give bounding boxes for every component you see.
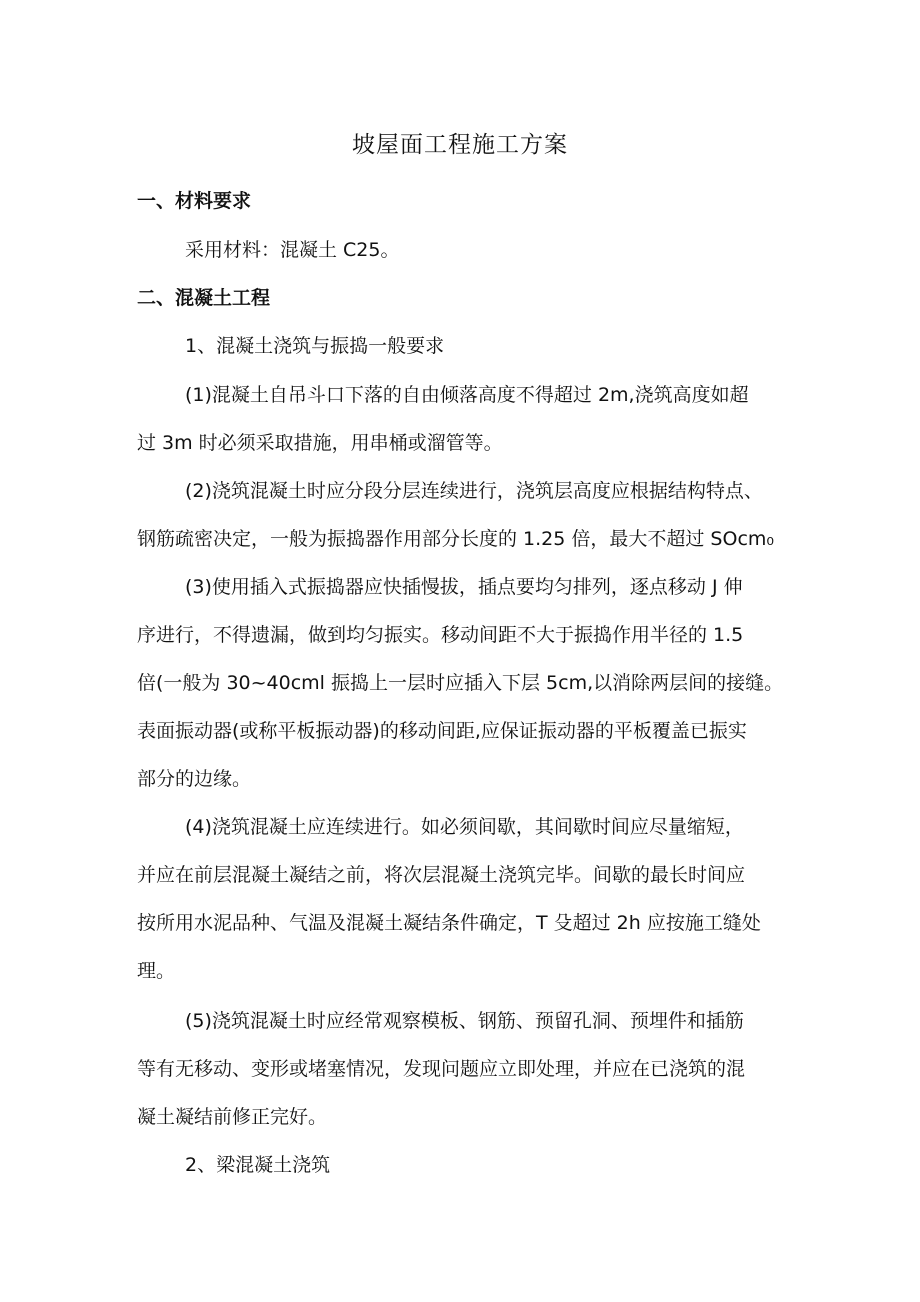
paragraph-material: 采用材料：混凝土 C25。 [185,239,400,261]
subsection-heading-1: 1、混凝土浇筑与振捣一般要求 [185,335,445,357]
paragraph-3-line-5: 部分的边缘。 [137,768,252,790]
document-title: 坡屋面工程施工方案 [352,132,568,158]
paragraph-4-line-1: (4)浇筑混凝土应连续进行。如必须间歇，其间歇时间应尽量缩短， [185,816,744,838]
paragraph-4-line-2: 并应在前层混凝土凝结之前，将次层混凝土浇筑完毕。间歇的最长时间应 [137,864,746,886]
paragraph-2-line-2: 钢筋疏密决定，一般为振捣器作用部分长度的 1.25 倍，最大不超过 SOcm₀ [137,528,775,550]
paragraph-1-line-1: (1)混凝土自吊斗口下落的自由倾落高度不得超过 2m,浇筑高度如超 [185,384,749,406]
section-heading-materials: 一、材料要求 [137,190,252,212]
paragraph-3-line-3: 倍(一般为 30~40cml 振捣上一层时应插入下层 5cm,以消除两层间的接缝。 [137,672,784,694]
paragraph-3-line-4: 表面振动器(或称平板振动器)的移动间距,应保证振动器的平板覆盖已振实 [137,720,747,742]
subsection-heading-2: 2、梁混凝土浇筑 [185,1154,331,1176]
paragraph-3-line-1: (3)使用插入式振捣器应快插慢拔，插点要均匀排列，逐点移动 J 伸 [185,576,743,598]
paragraph-1-line-2: 过 3m 时必须采取措施，用串桶或溜管等。 [137,432,503,454]
paragraph-5-line-1: (5)浇筑混凝土时应经常观察模板、钢筋、预留孔洞、预埋件和插筋 [185,1010,744,1032]
paragraph-4-line-3: 按所用水泥品种、气温及混凝土凝结条件确定，T 殳超过 2h 应按施工缝处 [137,912,761,934]
paragraph-4-line-4: 理。 [137,960,176,982]
paragraph-5-line-2: 等有无移动、变形或堵塞情况，发现问题应立即处理，并应在已浇筑的混 [137,1058,746,1080]
section-heading-concrete: 二、混凝土工程 [137,287,271,309]
paragraph-3-line-2: 序进行，不得遗漏，做到均匀振实。移动间距不大于振捣作用半径的 1.5 [137,624,744,646]
paragraph-2-line-1: (2)浇筑混凝土时应分段分层连续进行，浇筑层高度应根据结构特点、 [185,480,763,502]
paragraph-5-line-3: 凝土凝结前修正完好。 [137,1106,328,1128]
